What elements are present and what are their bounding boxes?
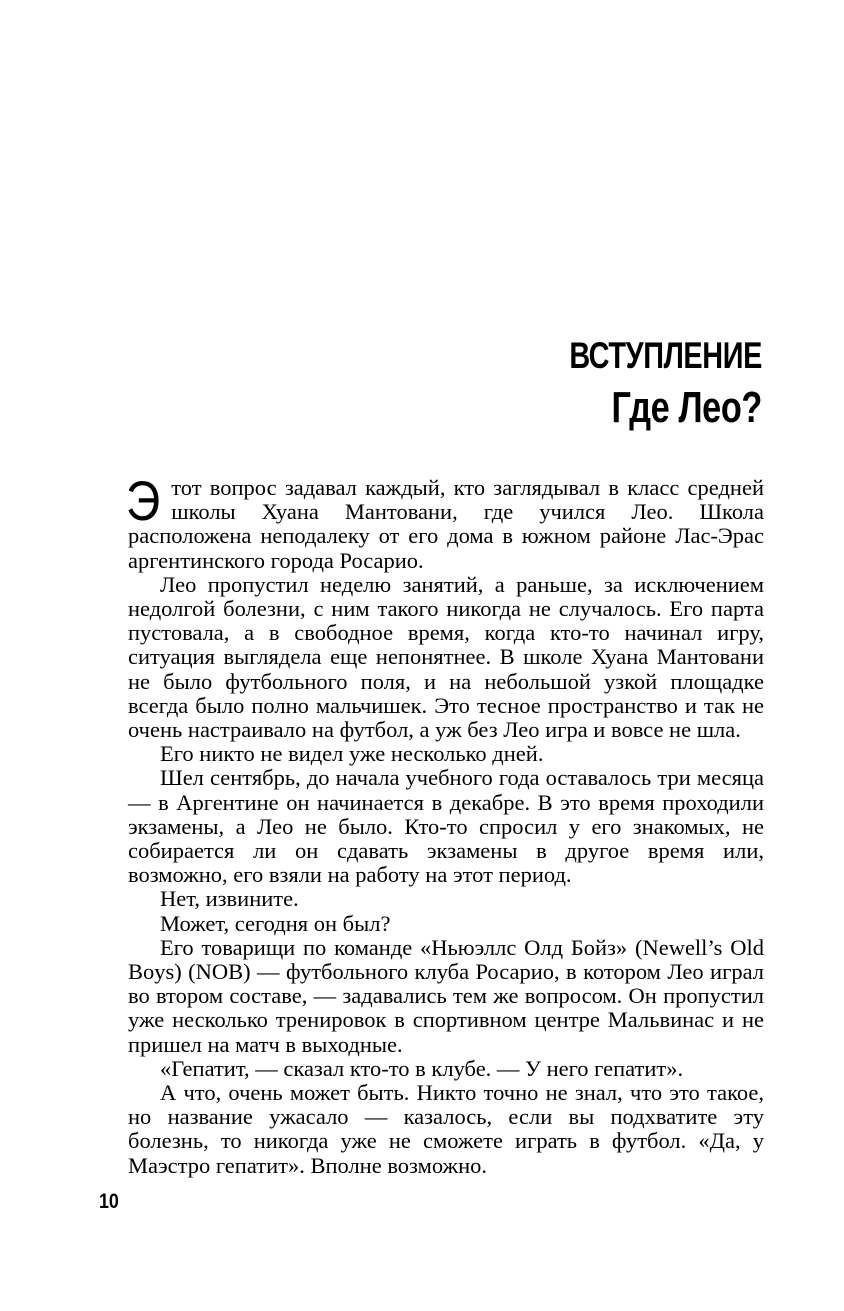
chapter-label: ВСТУПЛЕНИЕ (569, 335, 762, 376)
paragraph-6: Может, сегодня он был? (160, 910, 391, 936)
page-number: 10 (99, 1190, 119, 1213)
body-text (126, 469, 764, 1178)
paragraph-9: А что, очень может быть. Никто точно не знал, что это такое, но название ужасало — казалось, если вы подхватите эту болезнь, то никогда уже не сможете играть в футбол. «Да, у Маэстро гепатит». Вполне возможно. (128, 1080, 764, 1178)
paragraph-5: Нет, извините. (160, 886, 299, 912)
paragraph-4: Шел сентябрь, до начала учебного года оставалось три месяца — в Аргентине он начинается в декабре. В это время проходили экзамены, а Лео не было. Кто-то спросил у его знакомых, не собирается ли он сдавать экзамены в другое время или, возможно, его взяли на работу на этот период. (128, 765, 764, 888)
drop-cap: Э (126, 469, 161, 532)
paragraph-3: Его никто не видел уже несколько дней. (160, 741, 544, 767)
paragraph-8: «Гепатит, — сказал кто-то в клубе. — У него гепатит». (160, 1055, 684, 1081)
paragraph-1-text: тот вопрос задавал каждый, кто заглядывал в класс средней школы Хуана Мантовани, где учился Лео. Школа расположена неподалеку от его дома в южном районе Лас-Эрас аргентинского города Росарио. (128, 475, 764, 573)
paragraph-1 (126, 469, 764, 573)
paragraph-7: Его товарищи по команде «Ньюэллс Олд Бойз» (Newell’s Old Boys) (NOB) — футбольного клуба Росарио, в котором Лео играл во втором составе, — задавались тем же вопросом. Он пропустил уже несколько тренировок в спортивном центре Мальвинас и не пришел на матч в выходные. (128, 934, 764, 1057)
chapter-title: Где Лео? (611, 383, 762, 432)
paragraph-2: Лео пропустил неделю занятий, а раньше, за исключением недолгой болезни, с ним такого никогда не случалось. Его парта пустовала, а в свободное время, когда кто-то начинал игру, ситуация выглядела еще непонятнее. В школе Хуана Мантовани не было футбольного поля, и на небольшой узкой площадке всегда было полно мальчишек. Это тесное пространство и так не очень настраивало на футбол, а уж без Лео игра и вовсе не шла. (128, 571, 764, 743)
